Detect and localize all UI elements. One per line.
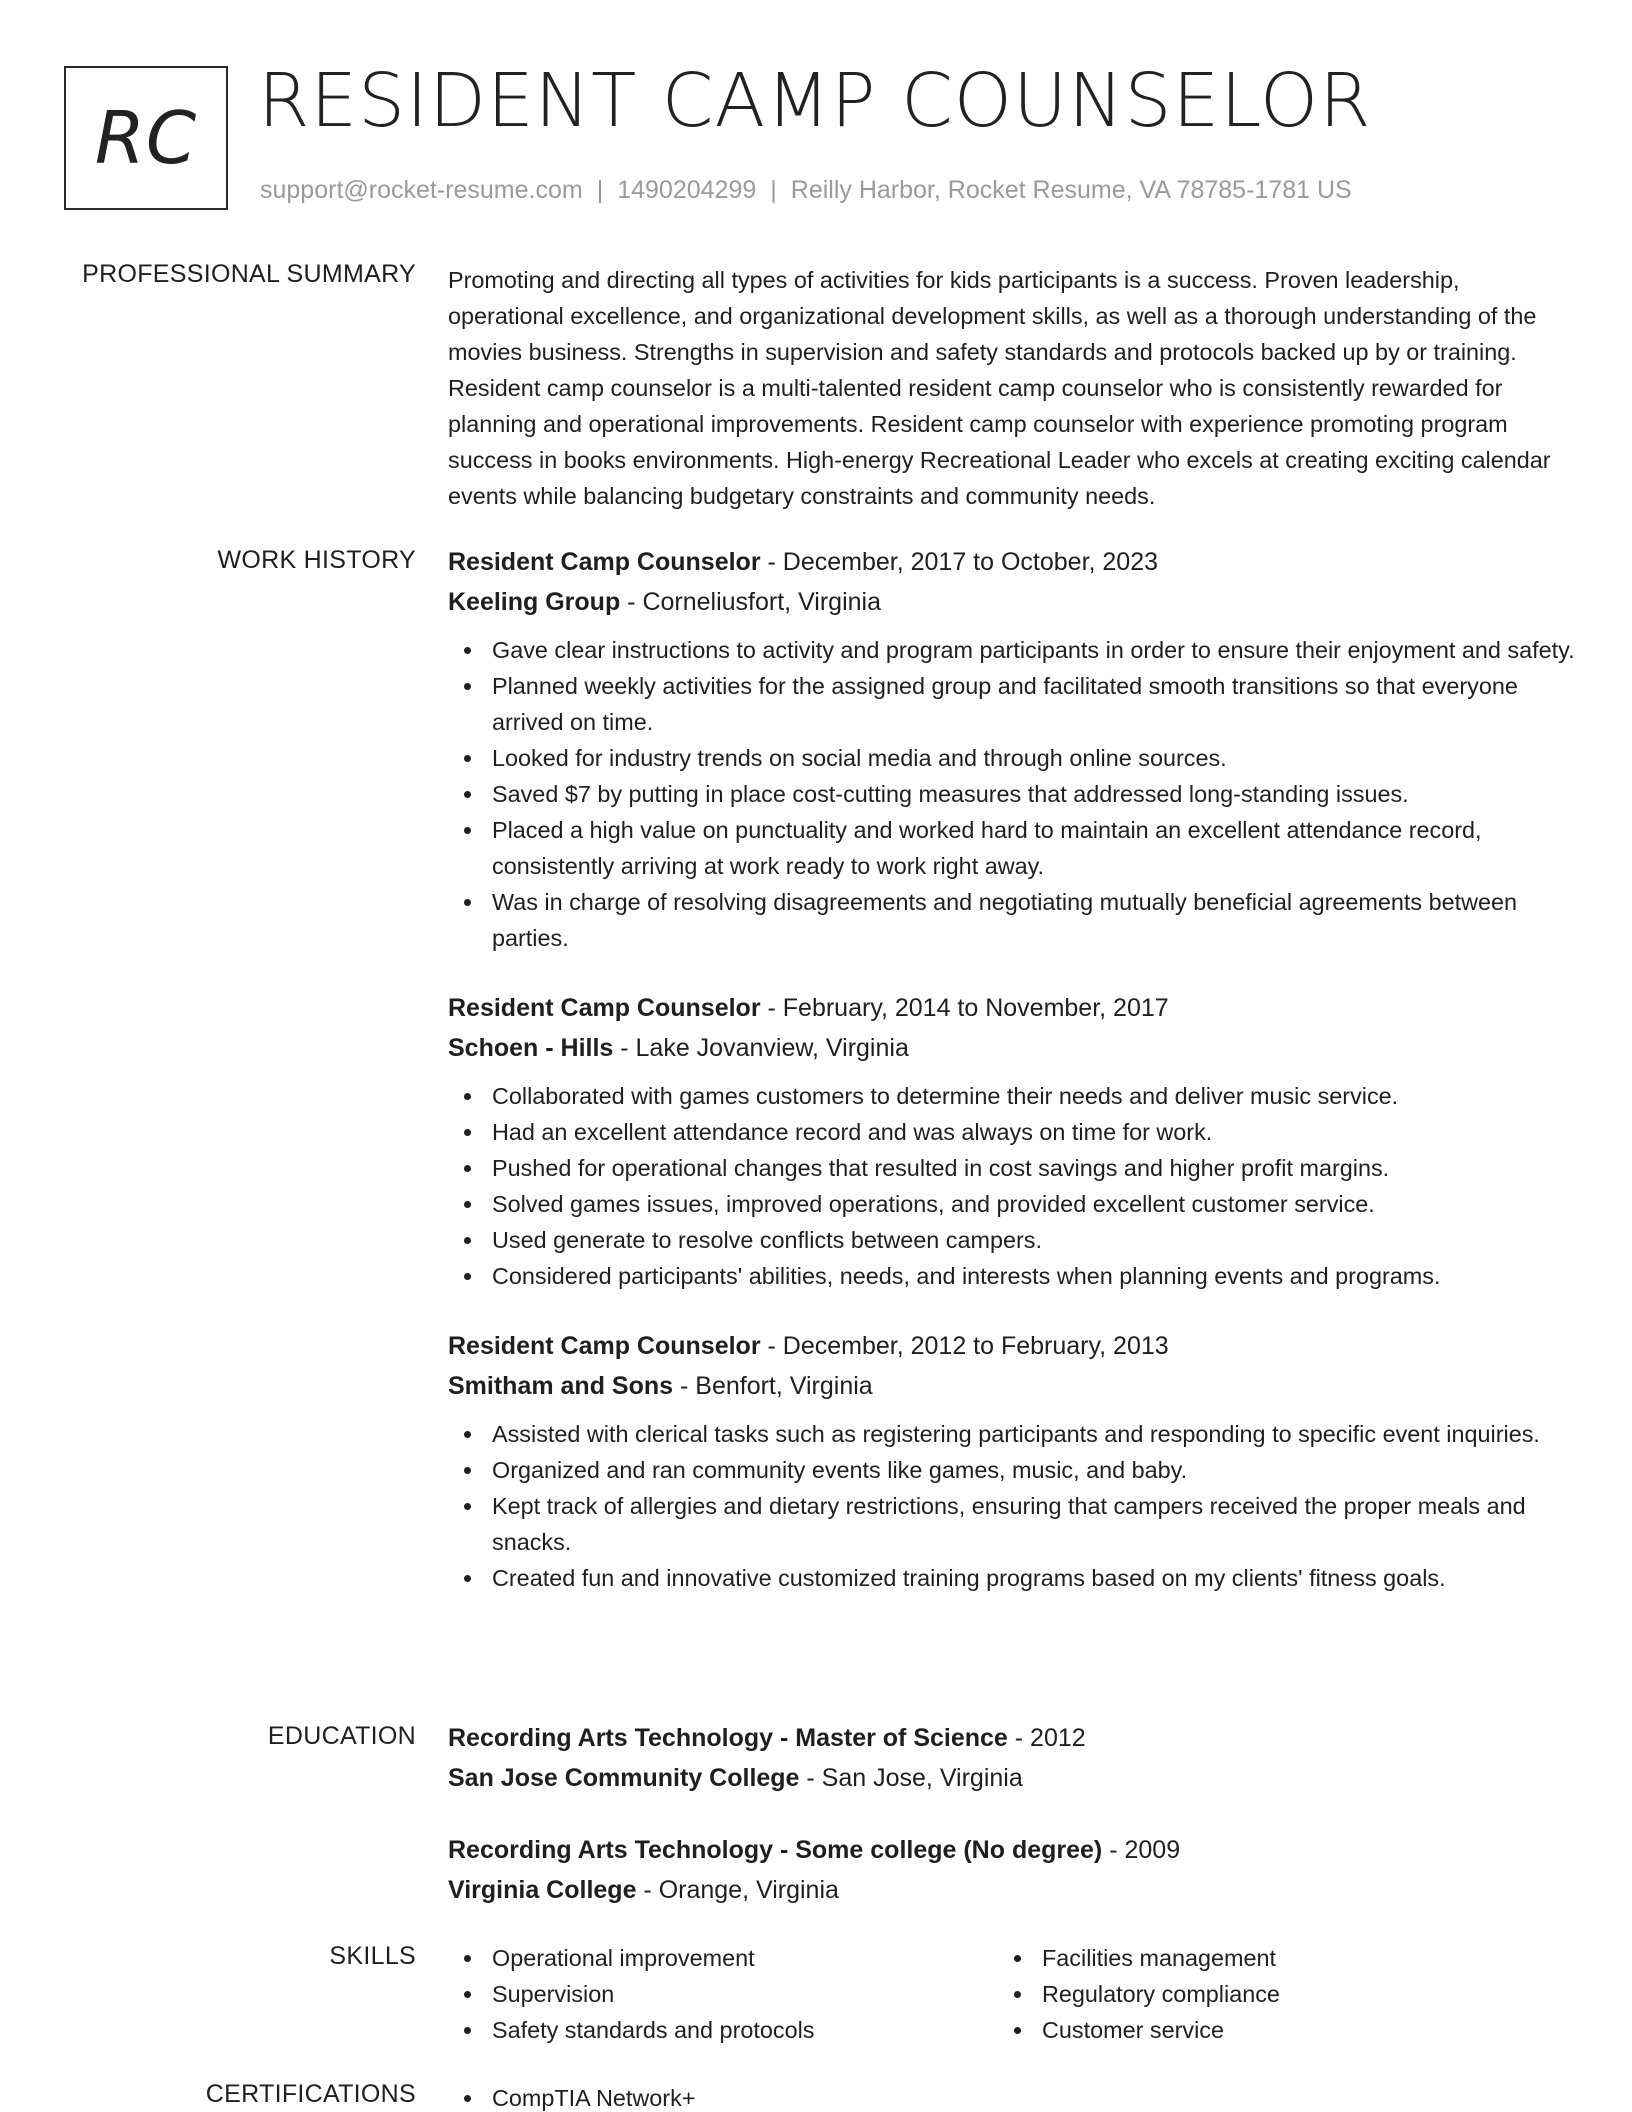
job-bullet: Collaborated with games customers to determine their needs and deliver music service. <box>448 1078 1578 1114</box>
skills-body <box>448 1940 1578 2048</box>
education-list <box>448 1718 1578 1910</box>
education-year: - 2012 <box>1007 1724 1086 1752</box>
summary-body <box>448 262 1578 514</box>
job-bullet: Had an excellent attendance record and was always on time for work. <box>448 1114 1578 1150</box>
education-school-line <box>448 1758 1578 1798</box>
job-title: Resident Camp Counselor <box>448 1332 761 1360</box>
job-title: Resident Camp Counselor <box>448 548 761 576</box>
job-bullet: Assisted with clerical tasks such as registering participants and responding to specific event inquiries. <box>448 1416 1578 1452</box>
certification-item: CompTIA Network+ <box>448 2080 1578 2112</box>
education-entry <box>448 1718 1578 1798</box>
monogram-box <box>64 66 228 210</box>
job-location: - Corneliusfort, Virginia <box>620 588 881 616</box>
job-title: Resident Camp Counselor <box>448 994 761 1022</box>
job-bullet: Solved games issues, improved operations, and provided excellent customer service. <box>448 1186 1578 1222</box>
job-bullet: Created fun and innovative customized training programs based on my clients' fitness goals. <box>448 1560 1578 1596</box>
certifications-body <box>448 2080 1578 2112</box>
education-school: Virginia College <box>448 1876 637 1904</box>
skills-grid <box>448 1940 1578 2048</box>
monogram-initials: RC <box>94 96 198 180</box>
skill-item: Safety standards and protocols <box>448 2012 998 2048</box>
job-entry <box>448 542 1578 956</box>
education-degree: Recording Arts Technology - Master of Science <box>448 1724 1008 1752</box>
section-heading-skills: SKILLS <box>329 1942 416 1970</box>
skill-item: Facilities management <box>998 1940 1548 1976</box>
job-bullet: Considered participants' abilities, needs, and interests when planning events and programs. <box>448 1258 1578 1294</box>
job-bullet: Placed a high value on punctuality and worked hard to maintain an excellent attendance record, consistently arriving at work ready to work right away. <box>448 812 1578 884</box>
job-bullet-list <box>448 632 1578 956</box>
job-company-line <box>448 1028 1578 1068</box>
job-bullet: Kept track of allergies and dietary restrictions, ensuring that campers received the proper meals and snacks. <box>448 1488 1578 1560</box>
contact-address: Reilly Harbor, Rocket Resume, VA 78785-1781 US <box>790 176 1352 204</box>
job-bullet: Organized and ran community events like games, music, and baby. <box>448 1452 1578 1488</box>
education-degree-line <box>448 1830 1578 1870</box>
job-dates: - December, 2017 to October, 2023 <box>760 548 1159 576</box>
section-heading-work: WORK HISTORY <box>217 546 416 574</box>
job-bullet: Saved $7 by putting in place cost-cutting measures that addressed long-standing issues. <box>448 776 1578 812</box>
section-heading-education: EDUCATION <box>267 1722 416 1750</box>
section-heading-summary: PROFESSIONAL SUMMARY <box>82 260 416 288</box>
job-bullet: Was in charge of resolving disagreements and negotiating mutually beneficial agreements between parties. <box>448 884 1578 956</box>
contact-separator: | <box>770 176 777 204</box>
resume-name: RESIDENT CAMP COUNSELOR <box>258 58 1372 144</box>
education-degree-line <box>448 1718 1578 1758</box>
job-company: Keeling Group <box>448 588 621 616</box>
skill-item: Supervision <box>448 1976 998 2012</box>
job-entry <box>448 988 1578 1294</box>
contact-separator: | <box>596 176 604 204</box>
skill-item: Regulatory compliance <box>998 1976 1548 2012</box>
job-bullet: Gave clear instructions to activity and program participants in order to ensure their enjoyment and safety. <box>448 632 1578 668</box>
job-location: - Benfort, Virginia <box>673 1372 873 1400</box>
job-bullet-list <box>448 1078 1578 1294</box>
job-title-line <box>448 1326 1578 1366</box>
skills-column-left <box>448 1940 998 2048</box>
skill-item: Customer service <box>998 2012 1548 2048</box>
job-company-line <box>448 1366 1578 1406</box>
summary-text: Promoting and directing all types of activities for kids participants is a success. Proven leadership, operational excellence, and organizational development skills, as well as a thorough understanding of the movies business. Strengths in supervision and safety standards and protocols backed up by or training. Resident camp counselor is a multi-talented resident camp counselor who is consistently rewarded for planning and operational improvements. Resident camp counselor with experience promoting program success in books environments. High-energy Recreational Leader who excels at creating exciting calendar events while balancing budgetary constraints and community needs. <box>448 267 1551 509</box>
job-bullet: Looked for industry trends on social media and through online sources. <box>448 740 1578 776</box>
job-bullet: Planned weekly activities for the assigned group and facilitated smooth transitions so that everyone arrived on time. <box>448 668 1578 740</box>
job-dates: - February, 2014 to November, 2017 <box>760 994 1169 1022</box>
contact-phone: 1490204299 <box>617 176 757 204</box>
job-bullet-list <box>448 1416 1578 1596</box>
job-bullet: Used generate to resolve conflicts between campers. <box>448 1222 1578 1258</box>
certifications-list <box>448 2080 1578 2112</box>
job-company: Schoen - Hills <box>448 1034 614 1062</box>
education-location: - Orange, Virginia <box>636 1876 839 1904</box>
education-entry <box>448 1830 1578 1910</box>
job-location: - Lake Jovanview, Virginia <box>613 1034 909 1062</box>
job-company-line <box>448 582 1578 622</box>
section-heading-certifications: CERTIFICATIONS <box>205 2080 416 2108</box>
education-year: - 2009 <box>1102 1836 1181 1864</box>
contact-email[interactable]: support@rocket-resume.com <box>260 176 583 204</box>
contact-line <box>260 176 1352 205</box>
job-entry <box>448 1326 1578 1596</box>
job-title-line <box>448 988 1578 1028</box>
job-bullet: Pushed for operational changes that resulted in cost savings and higher profit margins. <box>448 1150 1578 1186</box>
skills-column-right <box>998 1940 1548 2048</box>
job-dates: - December, 2012 to February, 2013 <box>760 1332 1169 1360</box>
jobs-list <box>448 542 1578 1596</box>
education-location: - San Jose, Virginia <box>799 1764 1023 1792</box>
education-school-line <box>448 1870 1578 1910</box>
education-school: San Jose Community College <box>448 1764 800 1792</box>
job-title-line <box>448 542 1578 582</box>
work-history-body <box>448 542 1578 1628</box>
education-body <box>448 1718 1578 1942</box>
skill-item: Operational improvement <box>448 1940 998 1976</box>
education-degree: Recording Arts Technology - Some college (No degree) <box>448 1836 1103 1864</box>
job-company: Smitham and Sons <box>448 1372 674 1400</box>
